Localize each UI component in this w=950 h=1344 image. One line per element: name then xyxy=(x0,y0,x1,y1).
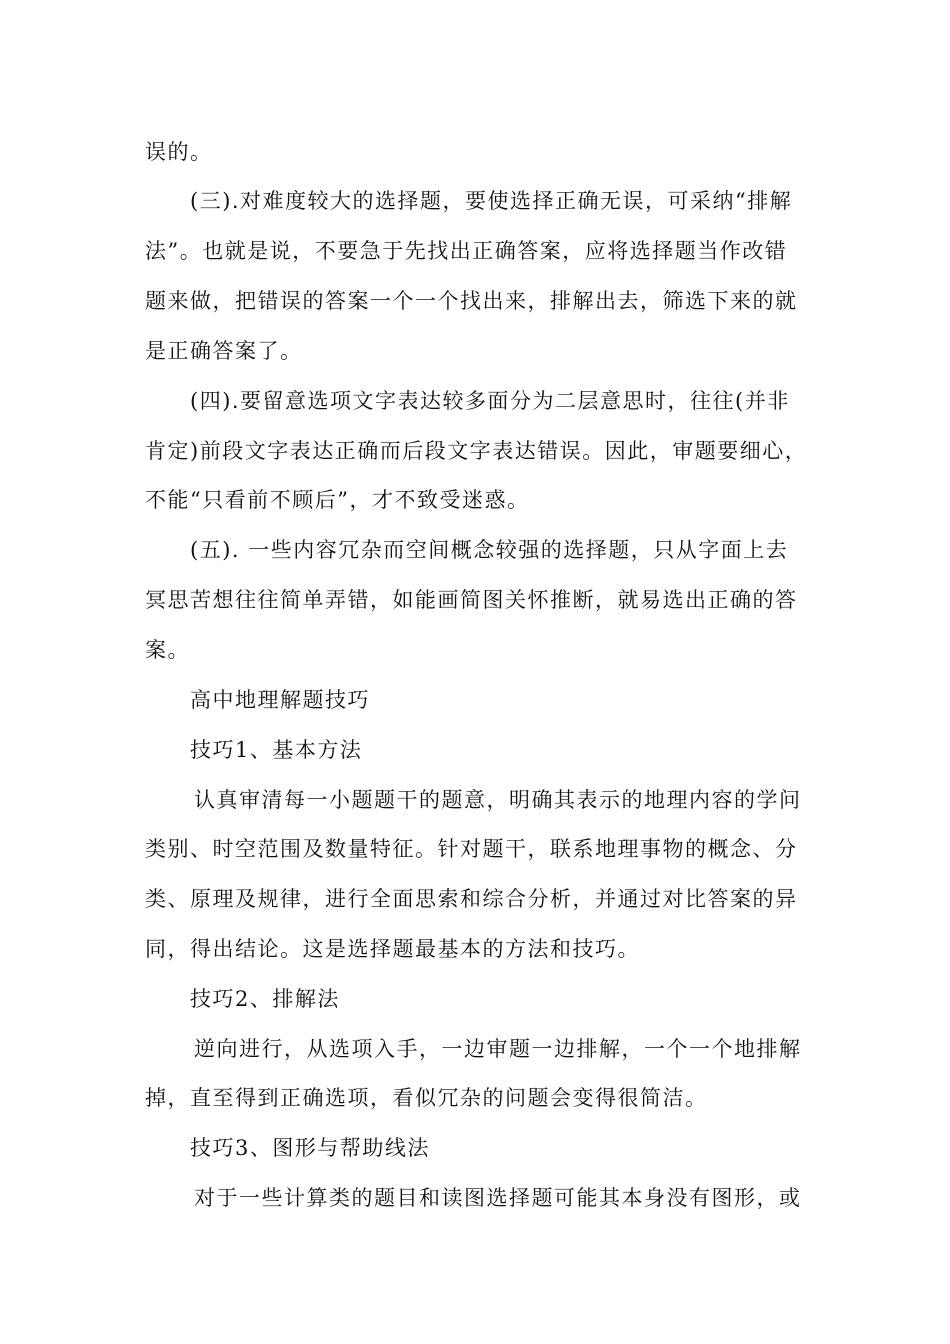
section-heading: 高中地理解题技巧 xyxy=(190,688,370,712)
text-line: 对于一些计算类的题目和读图选择题可能其本身没有图形，或 xyxy=(194,1186,802,1210)
text-line: 肯定)前段文字表达正确而后段文字表达错误。因此，审题要细心， xyxy=(145,439,808,463)
subsection-heading: 技巧3、图形与帮助线法 xyxy=(190,1136,430,1160)
text-line: 同，得出结论。这是选择题最基本的方法和技巧。 xyxy=(145,937,640,961)
text-line: 题来做，把错误的答案一个一个找出来，排解出去，筛选下来的就 xyxy=(145,289,798,313)
text-line: 类别、时空范围及数量特征。针对题干，联系地理事物的概念、分 xyxy=(145,837,798,861)
text-line: 案。 xyxy=(145,638,190,662)
text-line: (五). 一些内容冗杂而空间概念较强的选择题，只从字面上去 xyxy=(190,538,789,562)
text-line: 逆向进行，从选项入手，一边审题一边排解，一个一个地排解 xyxy=(194,1037,802,1061)
text-line: 不能“只看前不顾后”，才不致受迷惑。 xyxy=(145,488,530,512)
subsection-heading: 技巧2、排解法 xyxy=(190,987,340,1011)
subsection-heading: 技巧1、基本方法 xyxy=(190,738,363,762)
text-line: 法”。也就是说，不要急于先找出正确答案，应将选择题当作改错 xyxy=(145,239,788,263)
text-line: (四).要留意选项文字表达较多面分为二层意思时，往往(并非 xyxy=(190,389,790,413)
text-line: 冥思苦想往往简单弄错，如能画简图关怀推断，就易选出正确的答 xyxy=(145,588,798,612)
text-line: (三).对难度较大的选择题，要使选择正确无误，可采纳“排解 xyxy=(190,189,793,213)
text-line: 认真审清每一小题题干的题意，明确其表示的地理内容的学问 xyxy=(194,788,802,812)
text-line: 是正确答案了。 xyxy=(145,339,303,363)
text-line: 类、原理及规律，进行全面思索和综合分析，并通过对比答案的异 xyxy=(145,887,798,911)
text-line: 掉，直至得到正确选项，看似冗杂的问题会变得很简洁。 xyxy=(145,1086,708,1110)
text-line: 误的。 xyxy=(145,140,213,164)
